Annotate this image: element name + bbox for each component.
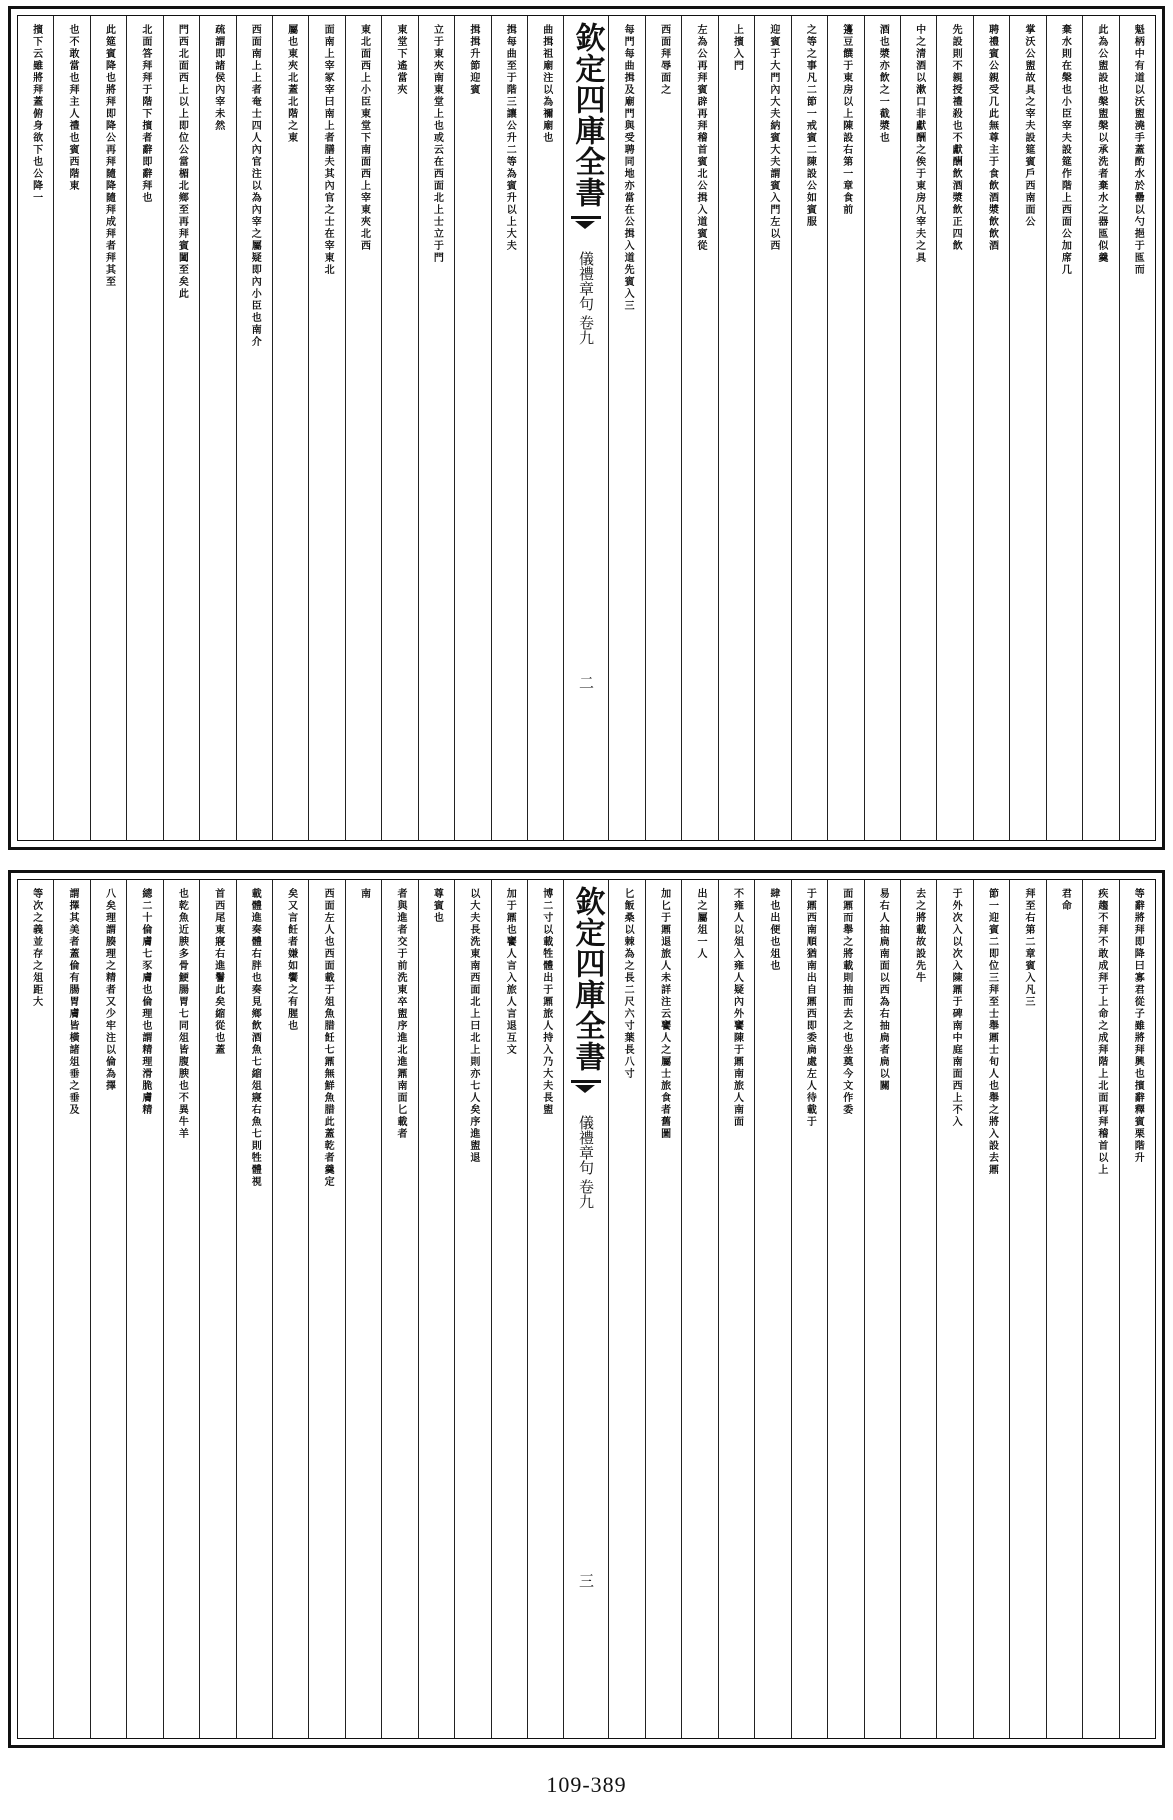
- text-column: [973, 16, 1009, 840]
- text-column: [827, 880, 863, 1738]
- book-title: 儀禮章句: [576, 1115, 595, 1175]
- column-text: 節一迎賓二即位三拜至士舉鼏士旬人也舉之將入設去鼏: [986, 888, 998, 1176]
- text-column: [827, 16, 863, 840]
- text-column: [791, 16, 827, 840]
- text-column: [126, 880, 162, 1738]
- fish-tail-mark-icon: [571, 1080, 601, 1097]
- text-column: [864, 880, 900, 1738]
- bottom-text-columns: [18, 880, 1155, 1738]
- text-column: [454, 16, 490, 840]
- text-column: [754, 880, 790, 1738]
- text-column: [491, 16, 527, 840]
- page-number: 109-389: [546, 1772, 627, 1797]
- text-column: [1082, 880, 1118, 1738]
- text-column: [236, 880, 272, 1738]
- text-column: [608, 16, 644, 840]
- column-text: 西面南上上者奄士四人內官注以為內宰之屬疑即內小臣也南介: [249, 24, 261, 348]
- column-text: 者與進者交于前洗東卒盥序進北進鼏南面匕載者: [394, 888, 406, 1140]
- column-text: 尊賓也: [431, 888, 443, 924]
- column-text: 謂擇其美者蓋倫有腸胃膚皆橫諸俎垂之垂及: [67, 888, 79, 1116]
- column-text: 上擯入門: [731, 24, 743, 72]
- text-column: [199, 16, 235, 840]
- column-text: 此為公盥設也槃盥槃以承洗者棄水之器匜似羹: [1095, 24, 1107, 264]
- top-page-frame: [8, 6, 1165, 850]
- column-text: 等辭將拜即降曰寡君從子雖將拜興也擯辭釋賓栗階升: [1132, 888, 1144, 1164]
- text-column: [1082, 16, 1118, 840]
- column-text: 每門每曲揖及廟門與受聘同地亦當在公揖入道先賓入三: [622, 24, 634, 312]
- book-title: 儀禮章句: [576, 251, 595, 311]
- text-column: [18, 880, 53, 1738]
- column-text: 于鼏西南順猶南出自鼏西即委扃處左人待載于: [804, 888, 816, 1128]
- text-column: [681, 16, 717, 840]
- text-column: [345, 880, 381, 1738]
- text-column: [1046, 880, 1082, 1738]
- column-text: 西面拜辱面之: [658, 24, 670, 96]
- text-column: [608, 880, 644, 1738]
- bottom-page-inner-border: [17, 879, 1156, 1739]
- column-text: 出之屬俎一人: [695, 888, 707, 960]
- text-column: [491, 880, 527, 1738]
- column-text: 北面答拜拜于階下擯者辭即辭拜也: [139, 24, 151, 204]
- text-column: [418, 16, 454, 840]
- column-text: 加匕于鼏退旅人未詳注云饔人之屬士旅食者舊圖: [658, 888, 670, 1140]
- text-column: [1009, 880, 1045, 1738]
- column-text: 之等之事凡二節一戒賓二陳設公如賓服: [804, 24, 816, 228]
- text-column: [527, 880, 563, 1738]
- column-text: 東堂下遙當夾: [394, 24, 406, 96]
- column-text: 拜至右第二章賓入凡三: [1022, 888, 1034, 1008]
- column-text: 揖每曲至于階三讓公升二等為賓升以上大夫: [504, 24, 516, 252]
- column-text: 博二寸以載牲體出于鼏旅人持入乃大夫長盥: [540, 888, 552, 1116]
- column-text: 以大夫長洗東南西面北上曰北上則亦七人矣序進盥退: [467, 888, 479, 1164]
- text-column: [272, 880, 308, 1738]
- text-column: [900, 880, 936, 1738]
- column-text: 曲揖祖廟注以為禰廟也: [540, 24, 552, 144]
- text-column: [163, 880, 199, 1738]
- text-column: [718, 16, 754, 840]
- column-text: 中之清酒以漱口非獻酬之俟于東房凡宰夫之具: [913, 24, 925, 264]
- column-text: 也不敢當也拜主人禮也賓西階東: [67, 24, 79, 192]
- column-text: 君命: [1059, 888, 1071, 912]
- text-column: [90, 16, 126, 840]
- column-text: 門西北面西上以上即位公當楣北鄉至再拜賓闔至矣此: [176, 24, 188, 300]
- book-series-title: 欽定四庫全書: [569, 22, 605, 208]
- text-column: [1046, 16, 1082, 840]
- text-column: [681, 880, 717, 1738]
- text-column: [754, 16, 790, 840]
- text-column: [900, 16, 936, 840]
- column-text: 去之將載故設先牛: [913, 888, 925, 984]
- column-text: 易右人抽扃南面以西為右抽扃者扃以關: [877, 888, 889, 1092]
- column-text: 迎賓于大門內大夫納賓大夫謂賓入門左以西: [767, 24, 779, 252]
- column-text: 魁柄中有道以沃盥澆手蓋酌水於罍以勺挹于匜而: [1132, 24, 1144, 276]
- text-column: [381, 880, 417, 1738]
- column-text: 也乾魚近腴多骨鯁腸胃七同俎皆腹腴也不異牛羊: [176, 888, 188, 1140]
- column-text: 面鼏而舉之將載則抽而去之也坐奠今文作委: [840, 888, 852, 1116]
- column-text: 先設則不親授禮殺也不獻酬飲酒漿飲正四飲: [950, 24, 962, 252]
- column-text: 匕飯桑以棘為之長二尺六寸葉長八寸: [622, 888, 634, 1080]
- column-text: 聘禮賓公親受几此無尊主于食飲酒漿飲飲酒: [986, 24, 998, 252]
- text-column: [418, 880, 454, 1738]
- bottom-page-frame: [8, 870, 1165, 1748]
- text-column: [936, 16, 972, 840]
- leaf-number: 三: [576, 1573, 595, 1588]
- column-text: 八矣理謂腠理之精者又少牢注以倫為擇: [103, 888, 115, 1092]
- column-text: 等次之義並存之俎距大: [30, 888, 42, 1008]
- text-column: [791, 880, 827, 1738]
- text-column: [1009, 16, 1045, 840]
- text-column: [973, 880, 1009, 1738]
- text-column: [18, 16, 53, 840]
- column-text: 左為公再拜賓辟再拜稽首賓北公揖入道賓從: [695, 24, 707, 252]
- column-text: 酒也漿亦飲之一截漿也: [877, 24, 889, 144]
- column-text: 加于鼏也饔人言入旅人言退互文: [504, 888, 516, 1056]
- text-column: [126, 16, 162, 840]
- column-text: 總二十倫膚七豕膚也倫理也謂精理滑脆膚精: [139, 888, 151, 1116]
- text-column: [381, 16, 417, 840]
- text-column: [53, 16, 89, 840]
- column-text: 矣又言飪者嫌如饗之有腥也: [285, 888, 297, 1032]
- leaf-number: 二: [576, 675, 595, 690]
- top-page-inner-border: [17, 15, 1156, 841]
- text-column: [454, 880, 490, 1738]
- column-text: 疏謂即諸侯內宰未然: [212, 24, 224, 132]
- text-column: [163, 16, 199, 840]
- column-text: 籩豆饌于東房以上陳設右第一章食前: [840, 24, 852, 216]
- column-text: 肆也出便也俎也: [767, 888, 779, 972]
- top-center-spine: [563, 16, 608, 840]
- text-column: [1119, 16, 1155, 840]
- text-column: [864, 16, 900, 840]
- column-text: 西面左人也西面載于俎魚腊飪七鼏無鮮魚腊此蓋乾者羹定: [322, 888, 334, 1188]
- column-text: 南: [358, 888, 370, 900]
- volume-label: 卷九: [576, 315, 595, 345]
- text-column: [718, 880, 754, 1738]
- column-text: 屬也東夾北蓋北階之東: [285, 24, 297, 144]
- column-text: 首西尾東寢右進鬐此矣縮從也蓋: [212, 888, 224, 1056]
- column-text: 棄水則在槃也小臣宰夫設筵作階上西面公加席几: [1059, 24, 1071, 276]
- text-column: [90, 880, 126, 1738]
- text-column: [272, 16, 308, 840]
- top-text-columns: [18, 16, 1155, 840]
- column-text: 載體進奏體右胖也奏見鄉飲酒魚七縮俎寢右魚七則牲體視: [249, 888, 261, 1188]
- column-text: 揖揖升節迎賓: [467, 24, 479, 96]
- column-text: 于外次入以次入陳鼏于碑南中庭南面西上不入: [950, 888, 962, 1128]
- fish-tail-mark-icon: [571, 216, 601, 233]
- column-text: 不雍人以俎入雍人疑內外饔陳于鼏南旅人南面: [731, 888, 743, 1128]
- column-text: 東北面西上小臣東堂下南面西上宰東夾北西: [358, 24, 370, 252]
- text-column: [199, 880, 235, 1738]
- text-column: [936, 880, 972, 1738]
- book-series-title: 欽定四庫全書: [569, 886, 605, 1072]
- text-column: [527, 16, 563, 840]
- text-column: [1119, 880, 1155, 1738]
- column-text: 掌沃公盥故具之宰夫設筵賓戶西南面公: [1022, 24, 1034, 228]
- text-column: [308, 16, 344, 840]
- column-text: 立于東夾南東堂上也或云在西面北上士立于門: [431, 24, 443, 264]
- column-text: 面南上宰冢宰曰南上者膳夫其內官之士在宰東北: [322, 24, 334, 276]
- text-column: [53, 880, 89, 1738]
- text-column: [345, 16, 381, 840]
- column-text: 疾趨不拜不敢成拜于上命之成拜階上北面再拜稽首以上: [1095, 888, 1107, 1176]
- column-text: 擯下云雖將拜蓋俯身欲下也公降一: [30, 24, 42, 204]
- text-column: [645, 16, 681, 840]
- text-column: [308, 880, 344, 1738]
- bottom-center-spine: [563, 880, 608, 1738]
- volume-label: 卷九: [576, 1179, 595, 1209]
- column-text: 此筵賓降也將拜即降公再拜隨降隨拜成拜者拜其至: [103, 24, 115, 288]
- text-column: [645, 880, 681, 1738]
- text-column: [236, 16, 272, 840]
